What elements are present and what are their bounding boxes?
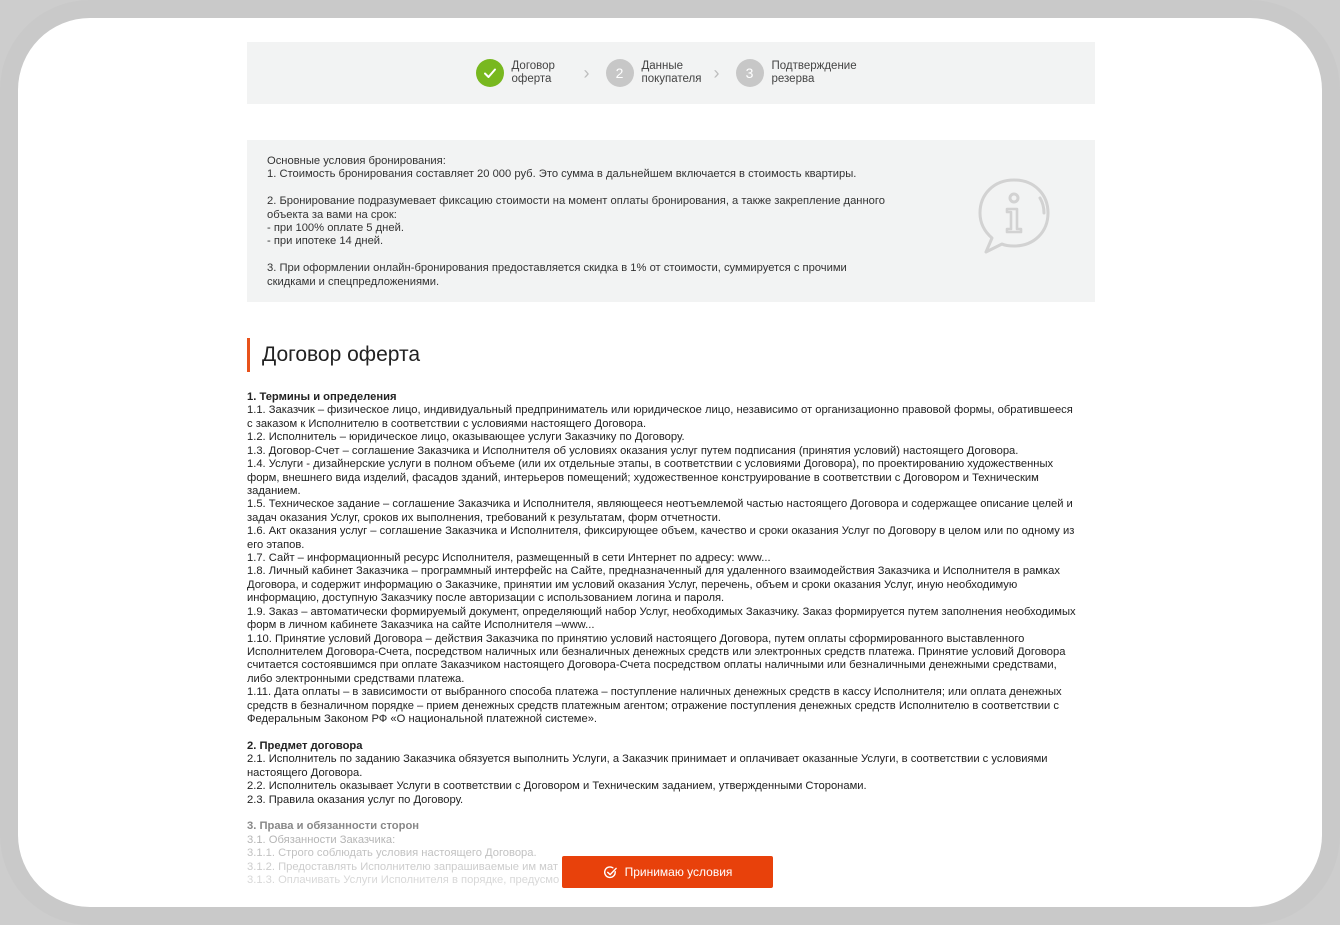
contract-line: 1.11. Дата оплаты – в зависимости от выбранного способа платежа – поступление наличных денежных средств в кассу Исполнителя; или оплата денежных [247,686,1062,699]
section-title: 1. Термины и определения [247,391,397,403]
step-label-line: покупателя [641,73,702,85]
chevron-right-icon: › [713,62,720,83]
booking-terms-title: Основные условия бронирования: [267,155,446,167]
terms-line: 1. Стоимость бронирования составляет 20 000 руб. Это сумма в дальнейшем включается в стоимость квартиры. [267,168,857,181]
terms-line: скидками и спецпредложениями. [267,275,440,288]
chevron-right-icon: › [583,62,590,83]
accept-terms-label: Принимаю условия [624,865,733,879]
step-label [772,60,867,86]
contract-line: заданием. [247,484,301,497]
check-icon [476,59,504,87]
step-label-line: Данные [641,60,684,72]
contract-line: Договора, и содержит информацию о Заказчике, принятии им условий оказания Услуг, перечень, объем и сроки оказания Услуг, иную необходимую [247,578,1018,591]
booking-terms-text [267,155,927,289]
contract-line: 1.10. Принятие условий Договора – действия Заказчика по принятию условий настоящего Договора, путем оплаты сформированного выставленного [247,632,1025,645]
contract-line: 3.1.3. Оплачивать Услуги Исполнителя в порядке, предусмо [247,874,560,887]
section-heading [247,338,1095,372]
step-number: 3 [736,59,764,87]
contract-line: информацию, доступную Заказчику после авторизации с использованием логина и пароля. [247,592,725,605]
terms-line: 2. Бронирование подразумевает фиксацию стоимости на момент оплаты бронирования, а также закрепление данного [267,195,885,208]
page-content [247,42,1095,888]
contract-line: с заказом к Исполнителю в соответствии с условиями настоящего Договора. [247,417,647,430]
step-buyer-data[interactable] [606,59,702,87]
terms-line: - при 100% оплате 5 дней. [267,222,404,235]
info-bubble-icon [974,176,1054,256]
contract-line: настоящего Договора. [247,766,363,779]
step-label-line: оферта [511,73,552,85]
section-gap [247,727,1095,740]
contract-line: 1.6. Акт оказания услуг – соглашение Заказчика и Исполнителя, фиксирующее объем, качество и сроки оказания Услуг по Договору в целом или по одному из [247,525,1075,538]
contract-line: 1.4. Услуги - дизайнерские услуги в полном объеме (или их отдельные этапы, в соответствии с условиями Договора), по проектированию художественных [247,458,1054,471]
contract-line: 1.1. Заказчик – физическое лицо, индивидуальный предприниматель или юридическое лицо, независимо от организационно правовой формы, обратившееся [247,404,1073,417]
contract-line: 1.7. Сайт – информационный ресурс Исполнителя, размещенный в сети Интернет по адресу: www... [247,552,771,565]
step-label-line: Договор [511,60,555,72]
section-title: 3. Права и обязанности сторон [247,820,420,833]
section-title: 2. Предмет договора [247,739,363,752]
page-title: Договор оферта [262,343,421,366]
booking-steps [247,42,1095,104]
contract-line: 2.1. Исполнитель по заданию Заказчика обязуется выполнить Услуги, а Заказчик принимает и оплачивает оказанные Услуги, в соответствии с условиями [247,753,1048,766]
contract-text [247,391,1095,888]
contract-line: средств в безналичном порядке – прием денежных средств платежным агентом; отражение поступления денежных средств Исполнителю в соответствии с [247,699,1059,712]
contract-line: 2.3. Правила оказания услуг по Договору. [247,793,464,806]
step-number: 2 [606,59,634,87]
step-label-line: резерва [771,73,815,85]
contract-line: Исполнителем Договора-Счета, посредством наличных или безналичных денежных средств или электронных средств платежа. Принятие условий Договора [247,646,1066,659]
step-label-line: Подтверждение [771,60,857,72]
contract-line: 2.2. Исполнитель оказывает Услуги в соответствии с Договором и Техническим заданием, утвержденными Сторонами. [247,780,867,793]
contract-line: форм в личном кабинете Заказчика на сайте Исполнителя –www... [247,619,595,632]
check-circle-icon [603,865,618,880]
step-contract[interactable] [476,59,572,87]
contract-line: 1.8. Личный кабинет Заказчика – программный интерфейс на Сайте, предназначенный для удаленного взаимодействия Заказчика и Исполнителя в рамках [247,565,1060,578]
contract-line: задач оказания Услуг, сроков их выполнения, требований к результатам, форм отчетности. [247,511,721,524]
terms-line: 3. При оформлении онлайн-бронирования предоставляется скидка в 1% от стоимости, суммируется с прочими [267,262,847,275]
contract-line: Федеральным Законом РФ «О национальной платежной системе». [247,713,598,726]
contract-line: 3.1.1. Строго соблюдать условия настоящего Договора. [247,847,537,860]
terms-gap [267,182,927,195]
contract-line: форм, внешнего вида изделий, фасадов зданий, интерьеров помещений; художественное конструирование в соответствии с Договором и Техническим [247,471,1039,484]
contract-line: 3.1. Обязанности Заказчика: [247,833,396,846]
accept-terms-button[interactable] [562,856,773,888]
step-reserve-confirmation[interactable] [736,59,867,87]
contract-line: 1.3. Договор-Счет – соглашение Заказчика и Исполнителя об условиях оказания услуг путем подписания (принятия условий) настоящего Договора. [247,444,1019,457]
terms-line: объекта за вами на срок: [267,208,397,221]
contract-line: 3.1.2. Предоставлять Исполнителю запрашиваемые им мат [247,860,558,873]
step-label [512,60,572,86]
section-gap [247,807,1095,820]
contract-line: 1.9. Заказ – автоматически формируемый документ, определяющий набор Услуг, необходимых Заказчику. Заказ формируется путем заполнения необходимых [247,605,1076,618]
booking-terms-box [247,140,1095,302]
contract-line: считается состоявшимся при оплате Заказчиком настоящего Договора-Счета посредством оплаты наличными или безналичными денежными средствами, [247,659,1057,672]
terms-gap [267,249,927,262]
contract-line: либо электронными средствами платежа. [247,672,465,685]
step-label [642,60,702,86]
contract-line: 1.2. Исполнитель – юридическое лицо, оказывающее услуги Заказчику по Договору. [247,431,685,444]
contract-line: 1.5. Техническое задание – соглашение Заказчика и Исполнителя, являющееся неотъемлемой частью настоящего Договора и содержащее описание целей и [247,498,1073,511]
screen [18,18,1322,907]
contract-line: его этапов. [247,538,305,551]
terms-line: - при ипотеке 14 дней. [267,235,384,248]
